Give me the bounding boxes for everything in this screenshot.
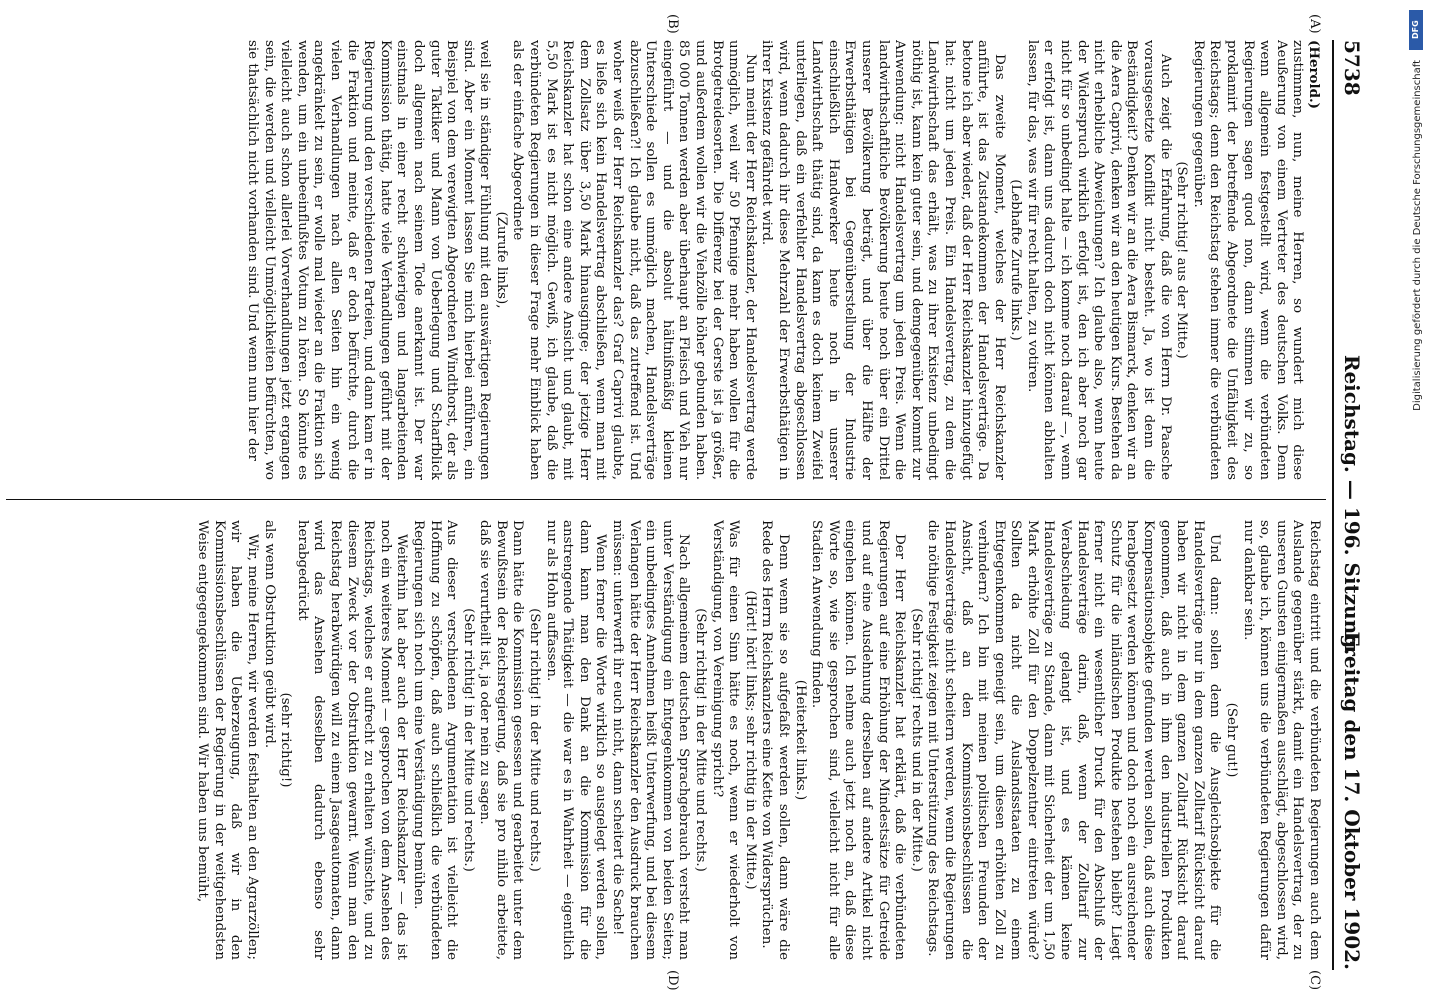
paragraph: Aus dieser verschiedenen Argumentation ist vielleicht die Hoffnung zu schöpfen, daß auch schließlich die verbündeten Regierungen sich noch um eine Verständigung bemühen. <box>410 520 460 960</box>
interjection: (Zurufe links), <box>493 211 509 309</box>
paragraph: Was für einen Sinn hätte es noch, wenn er wiederholt von Verständigung, von Vereinigung spricht? <box>709 520 742 960</box>
paragraph: Weiterhin hat aber auch der Herr Reichskanzler — das ist noch ein weiteres Moment — gesprochen von dem Ansehen des Reichstags, welches er aufrecht zu erhalten wünschte, und zu diesem Zweck vor der Obstruktion gewarnt. Wenn man den Reichstag herabwürdigen will zu einem Jasageautomaten, dann wird das Ansehen desselben dadurch ebenso sehr herabgedrückt <box>294 520 410 960</box>
interjection: (Sehr richtig! in der Mitte und rechts.) <box>460 608 476 872</box>
interjection: (Sehr richtig! aus der Mitte.) <box>1174 161 1190 359</box>
interjection: (Sehr gut!) <box>1224 702 1240 778</box>
right-text-column <box>12 520 1322 960</box>
margin-marker-b: (B) <box>665 14 680 34</box>
page-header <box>1332 40 1370 970</box>
dfg-logo: DFG <box>1409 10 1423 50</box>
interjection: (Sehr richtig! rechts und in der Mitte.) <box>908 608 924 872</box>
paragraph: Der Herr Reichskanzler hat erklärt, daß die verbündeten Regierungen auf eine Erhöhung der Mindestsätze für Getreide und auf eine Ausdehnung derselben auf andere Artikel nicht eingehen können. Ich nehme auch jetzt noch an, daß diese Worte so, wie sie gesprochen sind, vielleicht nicht für alle Stadien Anwendung finden. <box>809 520 908 960</box>
page-number: 5738 <box>1340 40 1364 96</box>
page-title: Reichstag. — 196. Sitzung. <box>1340 354 1364 656</box>
interjection: (sehr richtig!) <box>278 692 294 788</box>
interjection: (Sehr richtig! in der Mitte und rechts.) <box>527 608 543 872</box>
paragraph: Und dann: sollen denn die Ausgleichsobjekte für die Handelsverträge nur in dem ganzen Zolltarif Rücksicht darauf haben wir nicht in dem ganzen Zolltarif Rücksicht darauf genommen, daß auch in ihm den industriellen Produkten Kompensationsobjekte gefunden werden sollen, daß auch diese herabgesetzt werden können und doch noch ein ausreichender Schutz für die inländischen Produkte bestehen bleibt? Liegt ferner nicht ein wesentlicher Druck für den Abschluß der Handelsverträge darin, daß, wenn der Zolltarif zur Verabschiedung gelangt ist, und es kämen keine Handelsverträge zu Stande, dann mit Sicherheit der um 1,50 Mark erhöhte Zoll für den Doppelzentner eintreten würde? Sollten da nicht die Auslandsstaaten zu einem Entgegenkommen geneigt sein, um diesen erhöhten Zoll zu verhindern? Ich bin mit meinen politischen Freunden der Ansicht, daß an den Kommissionsbeschlüssen die Handelsverträge nicht scheitern werden, wenn die Regierungen die nöthige Festigkeit zeigen mit Unterstützung des Reichstags. <box>925 520 1223 960</box>
margin-marker-a: (A) <box>1307 14 1322 34</box>
paragraph: zustimmen, nun, meine Herren, so wundert mich diese Aeußerung von einem Vertreter des deutschen Volks. Denn wenn allgemein festgestellt wird, wenn die verbündeten Regierungen sagen quod non, dann stimmen wir zu, so proklamirt der betreffende Abgeordnete die Unfähigkeit des Reichstags; denn den Reichstag stehen immer die verbündeten Regierungen gegenüber. <box>1190 40 1306 480</box>
column-divider <box>6 499 1326 500</box>
paragraph: Dann hätte die Kommission gesessen und gearbeitet unter dem Bewußtsein der Reichsregierung, daß sie pro nihilo arbeitete, daß sie verurtheilt ist, ja oder nein zu sagen. <box>477 520 526 960</box>
interjection: (Heiterkeit links.) <box>792 679 808 801</box>
paragraph: als wenn Obstruktion geübt wird. <box>261 520 277 749</box>
session-date: Freitag den 17. Oktober 1902. <box>1340 631 1364 970</box>
paragraph: Nach allgemeinem deutschen Sprachgebrauch versteht man unter Verständigung ein Entgegenkommen von beiden Seiten; ein unbedingtes Annehmen heißt Unterwerfung, und bei diesem Verlangen hätte der Herr Reichskanzler den Ausdruck brauchen müssen: unterwerft ihr euch nicht, dann scheitert die Sache! <box>610 520 692 960</box>
margin-marker-d: (D) <box>665 970 680 991</box>
paragraph: Auch zeigt die Erfahrung, daß die von Herrn Dr. Paasche vorausgesetzte Konflikt nicht besteht. Ja, wo ist denn die Beständigkeit? Denken wir an die Aera Bismarck, denken wir an die Aera Caprivi, denken wir an den heutigen Kurs. Bestehen da nicht erhebliche Abweichungen? Ich glaube also, wenn heute der Widerspruch wirklich erfolgt ist, den ich aber noch gar nicht für so unbedingt halte — ich komme noch darauf —, wenn er erfolgt ist, dann uns dadurch doch nicht können abhalten lassen, für das, was wir für recht halten, zu votiren. <box>1024 40 1173 480</box>
digitization-credit: Digitalisierung gefördert durch die Deutsche Forschungsgemeinschaft <box>1412 60 1423 411</box>
speaker-label: (Herold.) <box>1306 40 1322 109</box>
margin-marker-c: (C) <box>1307 970 1322 991</box>
interjection: (Lebhafte Zurufe links.) <box>1008 179 1024 341</box>
paragraph: Denn wenn sie so aufgefaßt werden sollen, dann wäre die Rede des Herrn Reichskanzlers eine Kette von Widersprüchen. <box>759 520 791 960</box>
paragraph: Reichstag eintritt und die verbündeten Regierungen auch dem Auslande gegenüber stärkt, damit ein Handelsvertrag, der zu unseren Gunsten einigermaßen ausschlägt, abgeschlossen wird, so, glaube ich, können uns die verbündeten Regierungen dafür nur dankbar sein. <box>1240 520 1322 960</box>
paragraph: weil sie in ständiger Fühlung mit den auswärtigen Regierungen sind. Aber ein Moment lassen Sie mich hierbei anführen, ein Beispiel von dem verewigten Abgeordneten Windthorst, der als guter Taktiker und Mann von Ueberlegung und Scharfblick doch allgemein nach seinem Tode anerkannt ist. Der war einstmals in einer recht schwierigen und langarbeitenden Kommission thätig, hatte viele Verhandlungen geführt mit der Regierung und den verschiedenen Parteien, und dann kam er in die Fraktion und meinte, daß er doch befürchte, durch die vielen Verhandlungen nach allen Seiten hin ein wenig angekränkelt zu sein, er wolle mal wieder an die Fraktion sich wenden, um ein unbeeinflußtes Votum zu hören. So könnte es vielleicht auch schon allerlei Vorverhandlungen jetzt ergangen sein, die werden und vielleicht Unmöglichkeiten befürchten, wo sie thatsächlich nicht vorhanden sind. Und wenn nun hier der <box>245 40 493 480</box>
left-text-column <box>12 40 1322 480</box>
paragraph: Wir, meine Herren, wir werden festhalten an den Agrarzöllen; wir haben die Ueberzeugung, daß wir in den Kommissionsbeschlüssen der Regierung in der weitgehendsten Weise entgegengekommen sind. Wir haben uns bemüht, <box>195 520 260 960</box>
paragraph: Wenn ferner die Worte wirklich so ausgelegt werden sollen, dann kann man den Dank an die Kommission für die anstrengende Thätigkeit — die war es in Wahrheit — eigentlich nur als Hohn auffassen. <box>543 520 609 960</box>
digitization-sidebar <box>1404 0 1434 1000</box>
interjection: (Hört! hört! links; sehr richtig in der Mitte.) <box>742 590 758 890</box>
interjection: (Sehr richtig! in der Mitte und rechts.) <box>693 608 709 872</box>
paragraph: Das zweite Moment, welches der Herr Reichskanzler anführte, ist das Zustandekommen der Handelsverträge. Da betone ich aber wieder, daß der Herr Reichskanzler hinzugefügt hat: nicht um jeden Preis. Ein Handelsvertrag, zu dem die Landwirthschaft das erhält, was zu ihrer Existenz unbedingt nöthig ist, kann kein guter sein, und demgegenüber kommt zur Anwendung: nicht Handelsvertrag um jeden Preis. Wenn die landwirthschaftliche Bevölkerung heute noch über ein Drittel unserer Bevölkerung beträgt, und über die Hälfte der Erwerbsthätigen bei Gegenüberstellung der Industrie einschließlich Handwerker heute noch in unserer Landwirthschaft thätig sind, da kann es doch keinem Zweifel unterliegen, daß ein verfehlter Handelsvertrag abgeschlossen wird, wenn dadurch ihr diese Mehrzahl der Erwerbsthätigen in ihrer Existenz gefährdet wird. <box>759 40 1007 480</box>
paragraph: Nun meint der Herr Reichskanzler, der Handelsvertrag werde unmöglich, weil wir 50 Pfennige mehr haben wollen für die Brotgetreidesorten. Die Differenz bei der Gerste ist ja größer, und außerdem wollen wir die Viehzölle höher gebunden haben. 85 000 Tonnen werden aber überhaupt an Fleisch und Vieh nur eingeführt — und die absolut hältnißmäßig kleinen Unterschiede sollen es unmöglich machen, Handelsverträge abzuschließen?! Ich glaube nicht, daß das zutreffend ist. Und woher weiß der Herr Reichskanzler das? Graf Caprivi glaubte, es ließe sich kein Handelsvertrag abschließen, wenn man mit dem Zollsatz über 3,50 Mark hinausginge; der jetzige Herr Reichskanzler hat schon eine andere Ansicht und glaubt, mit 5,50 Mark ist es nicht möglich. Gewiß, ich glaube, daß die verbündeten Regierungen in dieser Frage mehr Einblick haben als der einfache Abgeordnete <box>510 40 758 480</box>
